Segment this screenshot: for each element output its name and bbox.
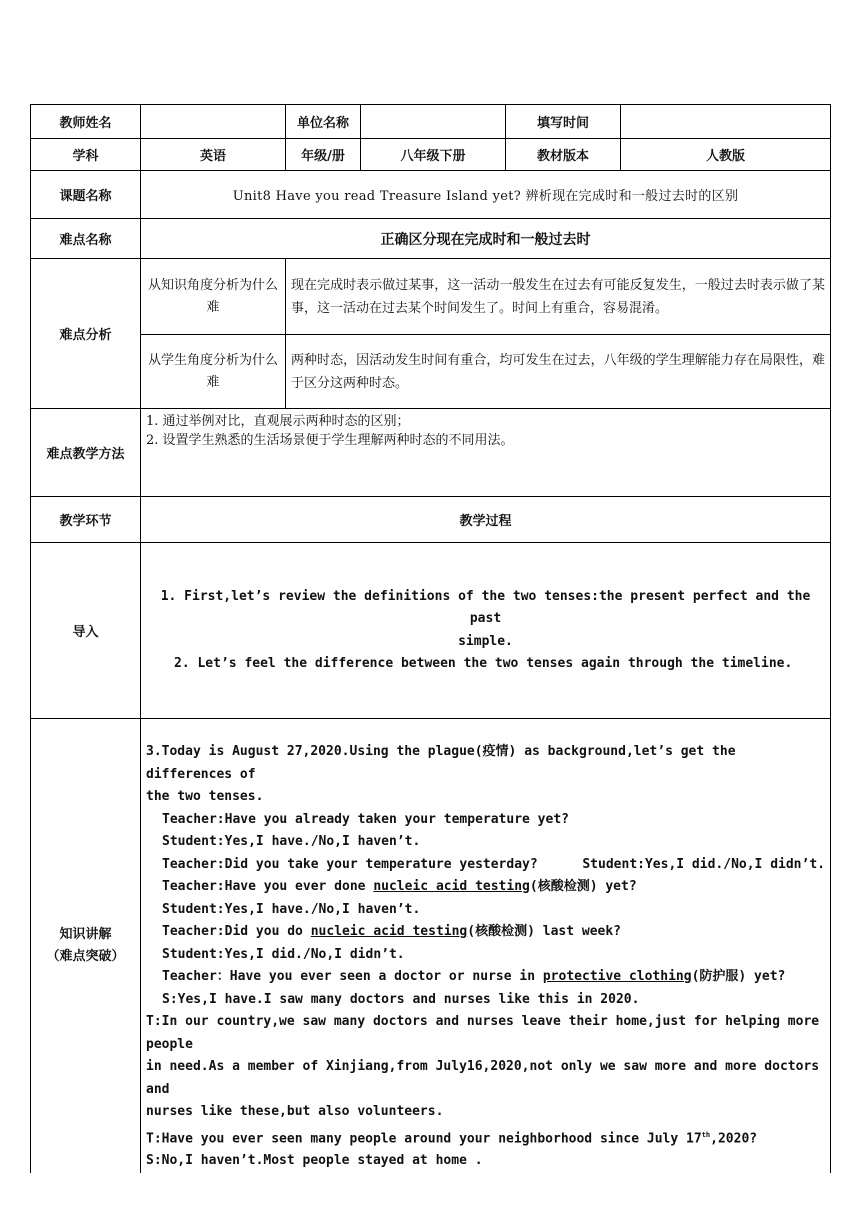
- dialog-text: (防护服) yet?: [691, 969, 786, 984]
- edition-value: 人教版: [621, 139, 831, 171]
- intro-row: [31, 543, 831, 719]
- edition-label: 教材版本: [506, 139, 621, 171]
- subject-value: 英语: [141, 139, 286, 171]
- intro-line: 1. First,let’s review the definitions of the two tenses:the present perfect and the past: [160, 588, 811, 626]
- analysis-label: 难点分析: [31, 259, 141, 409]
- dialog-text: T:Have you ever seen many people around your neighborhood since July 17: [146, 1130, 702, 1146]
- methods-item: 1. 通过举例对比，直观展示两种时态的区别；: [146, 414, 410, 429]
- knowledge-angle-label: 从知识角度分析为什么难: [141, 259, 286, 335]
- intro-line: simple.: [458, 633, 513, 649]
- process-header-row: [31, 497, 831, 543]
- dialog-answer: Student:Yes,I did./No,I didn’t.: [582, 856, 825, 872]
- dialog-line: T:In our country,we saw many doctors and nurses leave their home,just for helping more people: [146, 1014, 820, 1052]
- difficulty-label: 难点名称: [31, 219, 141, 259]
- intro-label: 导入: [31, 543, 141, 719]
- dialog-line: [146, 876, 825, 899]
- methods-row: [31, 409, 831, 497]
- lesson-plan-table: [30, 104, 831, 1173]
- subject-label: 学科: [31, 139, 141, 171]
- unit-value: [361, 105, 506, 139]
- dialog-text: Teacher:Have you ever done: [162, 879, 374, 894]
- teacher-name-value: [141, 105, 286, 139]
- header-row-2: [31, 139, 831, 171]
- analysis-row-knowledge: [31, 259, 831, 335]
- dialog-line: [146, 854, 825, 877]
- grade-value: 八年级下册: [361, 139, 506, 171]
- date-label: 填写时间: [506, 105, 621, 139]
- dialog-line: [146, 921, 825, 944]
- methods-list: [141, 409, 831, 497]
- topic-value: Unit8 Have you read Treasure Island yet? 辨析现在完成时和一般过去时的区别: [141, 171, 831, 219]
- topic-label: 课题名称: [31, 171, 141, 219]
- topic-row: [31, 171, 831, 219]
- knowledge-row: [31, 719, 831, 1173]
- dialog-line: S:Yes,I have.I saw many doctors and nurses like this in 2020.: [162, 991, 640, 1007]
- dialog-line: [146, 1124, 825, 1151]
- dialog-line: S:No,I haven’t.Most people stayed at home .: [146, 1153, 483, 1169]
- dialog-line: nurses like these,but also volunteers.: [146, 1104, 444, 1119]
- dialog-line: in need.As a member of Xinjiang,from July16,2020,not only we saw more and more doctors and: [146, 1059, 820, 1097]
- dialog-text: ,2020?: [710, 1130, 758, 1146]
- dialog-text: Teacher：Have you ever seen a doctor or nurse in: [162, 969, 543, 984]
- teacher-name-label: 教师姓名: [31, 105, 141, 139]
- unit-label: 单位名称: [286, 105, 361, 139]
- knowledge-label: [31, 719, 141, 1173]
- intro-line: 2. Let’s feel the difference between the two tenses again through the timeline.: [174, 656, 793, 671]
- dialog-line: Teacher:Have you already taken your temperature yet?: [162, 811, 569, 827]
- dialog-text: (核酸检测) yet?: [529, 879, 637, 894]
- knowledge-label-line: （难点突破）: [46, 948, 125, 964]
- dialog-line: [146, 966, 825, 989]
- dialog-line: the two tenses.: [146, 789, 264, 804]
- knowledge-angle-text: 现在完成时表示做过某事，这一活动一般发生在过去有可能反复发生，一般过去时表示做了某事，这一活动在过去某个时间发生了。时间上有重合，容易混淆。: [286, 259, 831, 335]
- intro-content: [141, 543, 831, 719]
- knowledge-content: [141, 719, 831, 1173]
- difficulty-value: 正确区分现在完成时和一般过去时: [141, 219, 831, 259]
- header-row-1: [31, 105, 831, 139]
- student-angle-text: 两种时态，因活动发生时间有重合，均可发生在过去，八年级的学生理解能力存在局限性，难于区分这两种时态。: [286, 335, 831, 409]
- underlined-term: nucleic acid testing: [310, 924, 468, 939]
- underlined-term: nucleic acid testing: [373, 879, 530, 894]
- underlined-term: protective clothing: [542, 969, 692, 984]
- process-label: 教学过程: [141, 497, 831, 543]
- analysis-row-student: [31, 335, 831, 409]
- student-angle-label: 从学生角度分析为什么难: [141, 335, 286, 409]
- difficulty-row: [31, 219, 831, 259]
- dialog-line: Student:Yes,I have./No,I haven’t.: [162, 834, 421, 849]
- knowledge-label-line: 知识讲解: [59, 926, 112, 942]
- stage-label: 教学环节: [31, 497, 141, 543]
- dialog-text: Teacher:Did you do: [162, 924, 311, 939]
- dialog-line: Student:Yes,I have./No,I haven’t.: [162, 901, 421, 917]
- date-value: [621, 105, 831, 139]
- methods-item: 2. 设置学生熟悉的生活场景便于学生理解两种时态的不同用法。: [146, 433, 514, 448]
- dialog-question: Teacher:Did you take your temperature yesterday?: [162, 856, 538, 872]
- superscript: th: [701, 1130, 711, 1139]
- dialog-text: (核酸检测) last week?: [467, 924, 622, 939]
- dialog-line: 3.Today is August 27,2020.Using the plague(疫情) as background,let’s get the differences of: [146, 744, 736, 782]
- dialog-line: Student:Yes,I did./No,I didn’t.: [162, 946, 405, 962]
- grade-label: 年级/册: [286, 139, 361, 171]
- methods-label: 难点教学方法: [31, 409, 141, 497]
